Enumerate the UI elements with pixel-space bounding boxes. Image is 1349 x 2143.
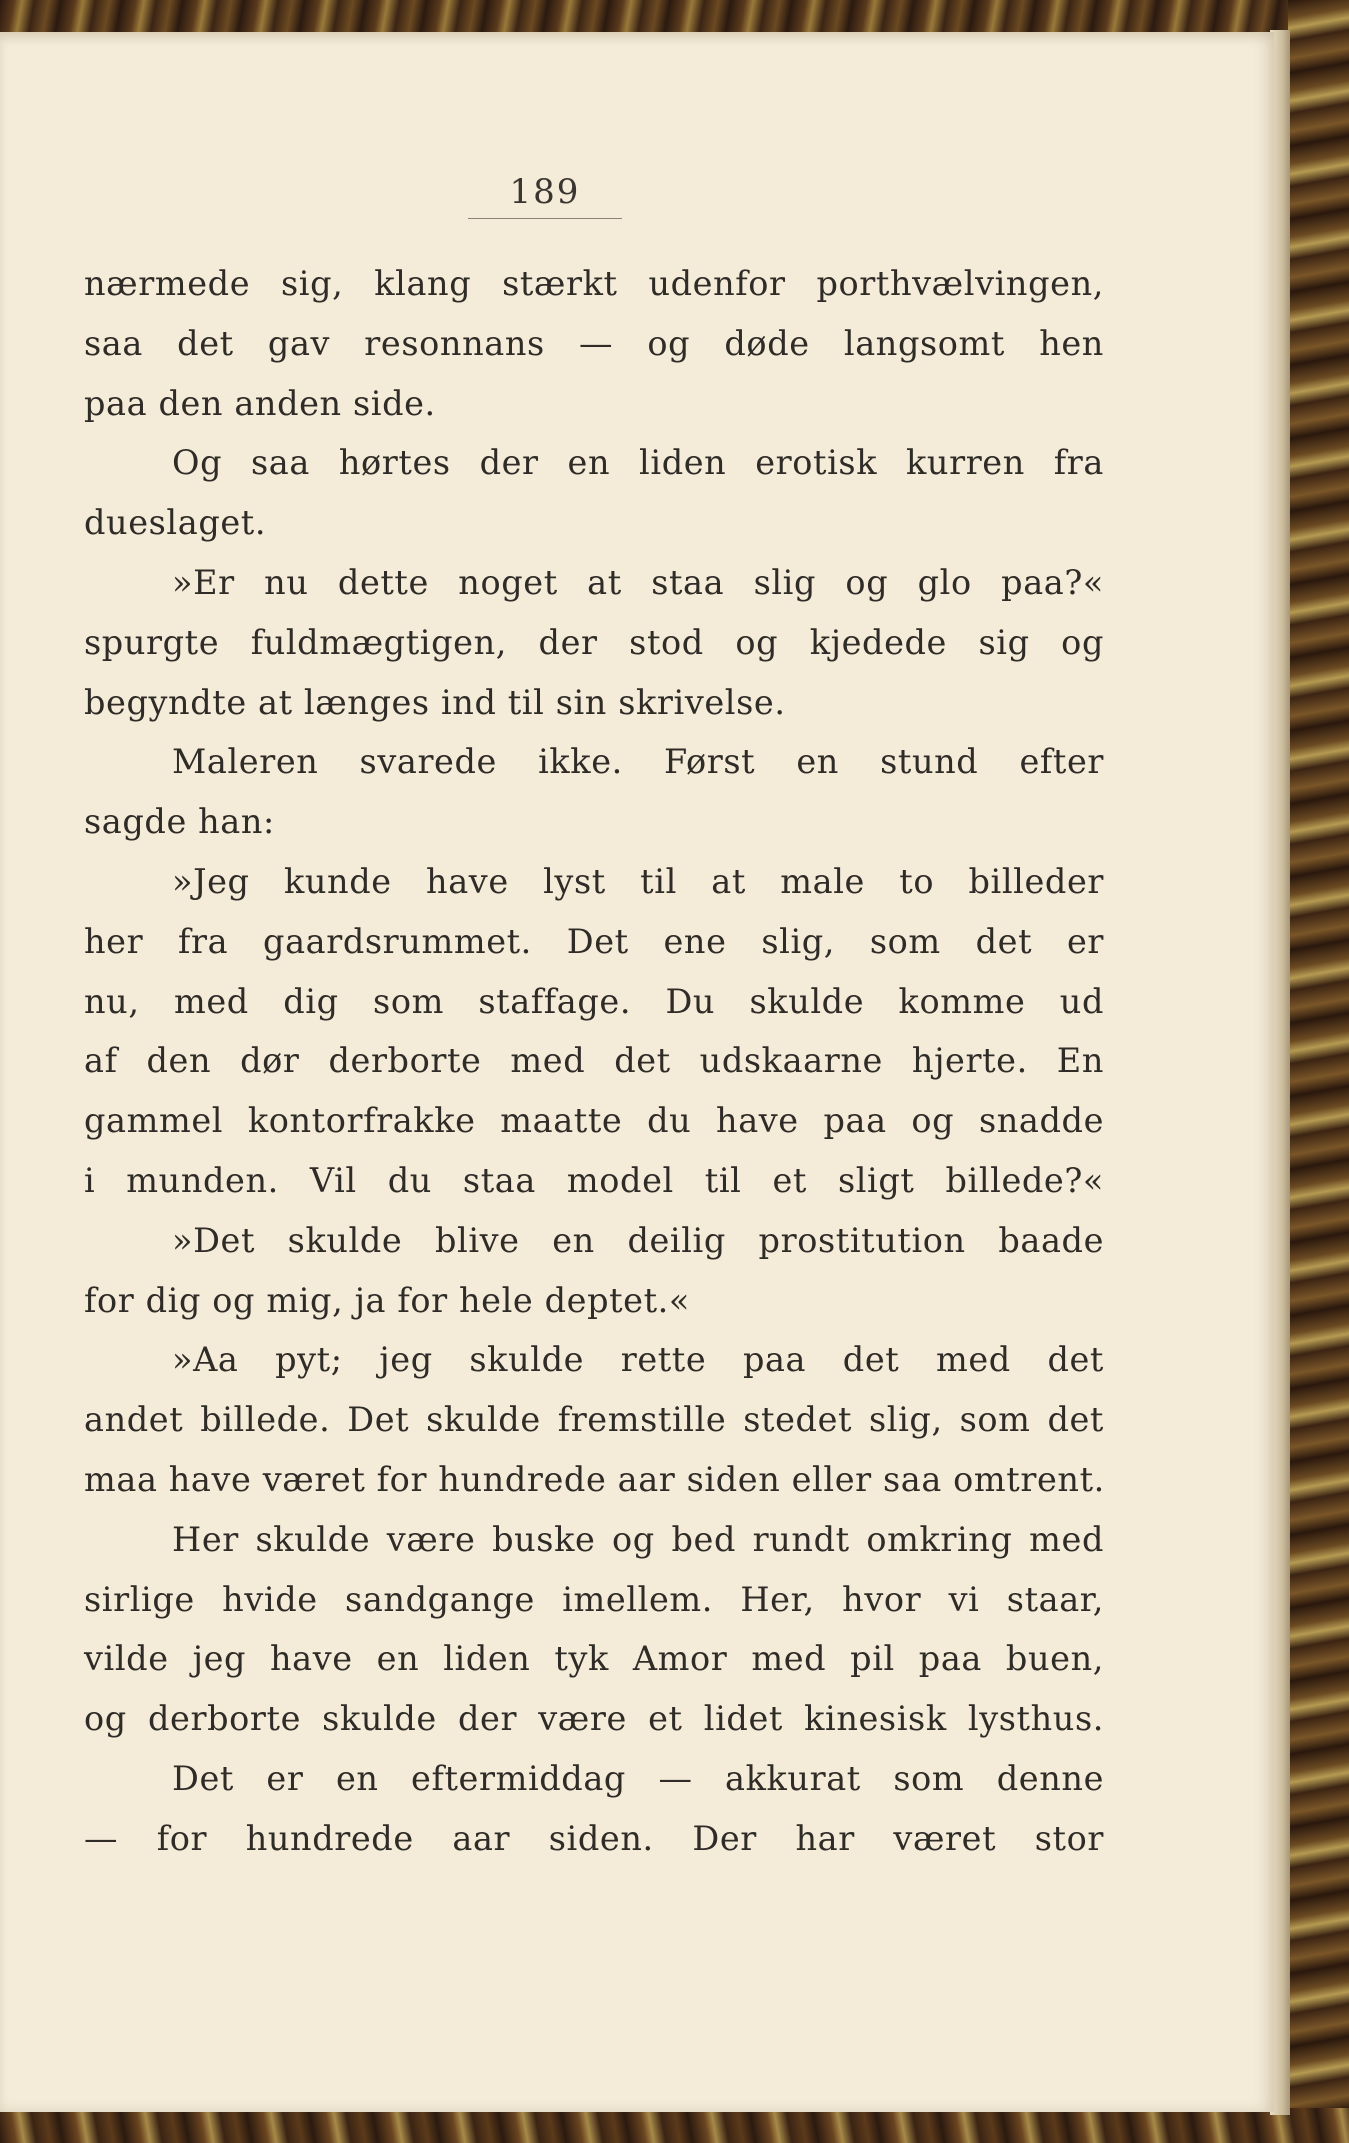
- text-line: — for hundrede aar siden. Der har været stor: [84, 1818, 1104, 1858]
- text-line: »Det skulde blive en deilig prostitution baade: [172, 1220, 1104, 1260]
- binding-right-edge: [1288, 0, 1349, 2143]
- text-line: nu, med dig som staffage. Du skulde komme ud: [84, 981, 1104, 1021]
- page-number: 189: [468, 172, 622, 219]
- text-line: Det er en eftermiddag — akkurat som denne: [172, 1758, 1104, 1798]
- text-line: andet billede. Det skulde fremstille stedet slig, som det: [84, 1400, 1104, 1440]
- page-text-body: [84, 254, 1104, 1869]
- text-line: sagde han:: [84, 802, 275, 842]
- text-line: paa den anden side.: [84, 383, 436, 423]
- text-line: vilde jeg have en liden tyk Amor med pil paa buen,: [84, 1639, 1104, 1679]
- text-line: saa det gav resonnans — og døde langsomt hen: [84, 323, 1104, 363]
- binding-bottom-edge: [0, 2108, 1349, 2143]
- text-line: Og saa hørtes der en liden erotisk kurren fra: [172, 443, 1104, 483]
- text-line: af den dør derborte med det udskaarne hjerte. En: [84, 1041, 1104, 1081]
- text-line: for dig og mig, ja for hele deptet.«: [84, 1280, 691, 1320]
- text-line: »Aa pyt; jeg skulde rette paa det med det: [172, 1340, 1104, 1380]
- text-line: »Er nu dette noget at staa slig og glo paa?«: [172, 562, 1104, 602]
- text-line: spurgte fuldmægtigen, der stod og kjedede sig og: [84, 622, 1104, 662]
- text-line: og derborte skulde der være et lidet kinesisk lysthus.: [84, 1699, 1104, 1739]
- text-line: Maleren svarede ikke. Først en stund efter: [172, 742, 1104, 782]
- text-line: Her skulde være buske og bed rundt omkring med: [172, 1519, 1104, 1559]
- text-line: her fra gaardsrummet. Det ene slig, som det er: [84, 921, 1104, 961]
- text-line: begyndte at længes ind til sin skrivelse.: [84, 682, 786, 722]
- text-line: gammel kontorfrakke maatte du have paa og snadde: [84, 1101, 1104, 1141]
- text-line: »Jeg kunde have lyst til at male to billeder: [172, 861, 1104, 901]
- text-line: maa have været for hundrede aar siden eller saa omtrent.: [84, 1459, 1105, 1499]
- text-line: i munden. Vil du staa model til et sligt billede?«: [84, 1160, 1104, 1200]
- text-line: sirlige hvide sandgange imellem. Her, hvor vi staar,: [84, 1579, 1104, 1619]
- text-line: nærmede sig, klang stærkt udenfor porthvælvingen,: [84, 264, 1104, 303]
- text-line: dueslaget.: [84, 503, 267, 543]
